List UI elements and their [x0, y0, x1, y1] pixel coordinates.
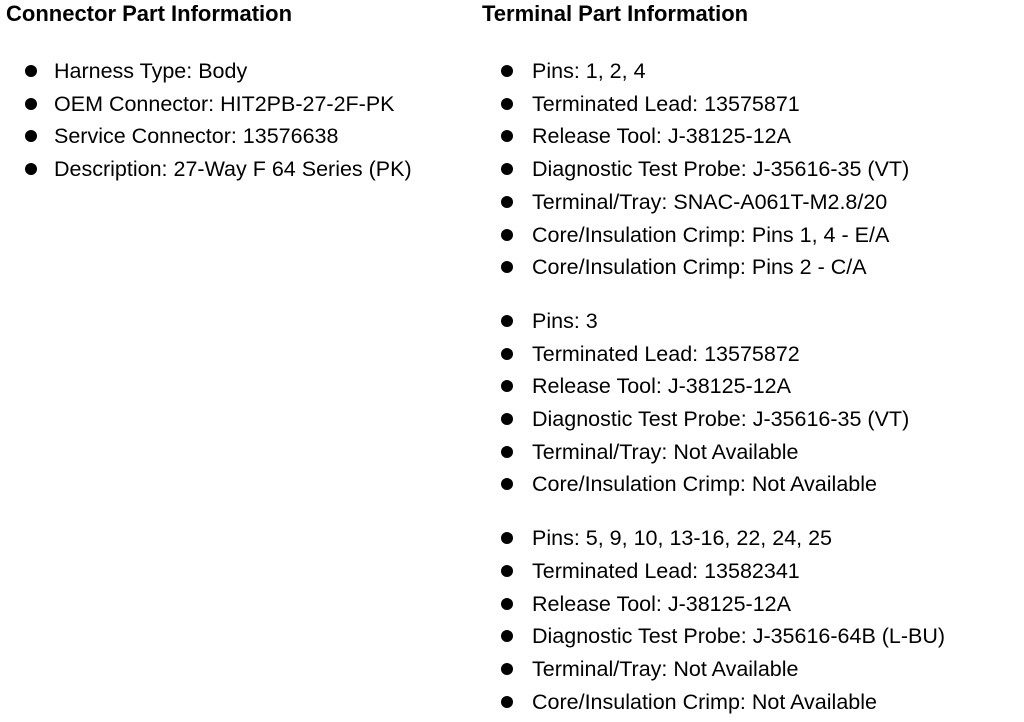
list-item — [482, 468, 1022, 501]
list-item — [482, 120, 1022, 153]
connector-heading: Connector Part Information — [6, 1, 293, 26]
list-item — [482, 338, 1022, 371]
bullet-icon — [25, 163, 37, 175]
connector-list — [6, 55, 476, 186]
bullet-icon — [501, 196, 513, 208]
bullet-icon — [501, 532, 513, 544]
bullet-icon — [501, 130, 513, 142]
connector-section — [6, 0, 476, 186]
bullet-icon — [501, 630, 513, 642]
list-item-text: Terminal/Tray: SNAC-A061T-M2.8/20 — [532, 189, 888, 214]
list-item-text: Description: 27-Way F 64 Series (PK) — [54, 157, 412, 182]
terminal-section — [482, 0, 1022, 718]
list-item — [6, 153, 476, 186]
bullet-icon — [501, 696, 513, 708]
bullet-icon — [501, 98, 513, 110]
terminal-group-1 — [482, 55, 1022, 284]
list-item-text: Core/Insulation Crimp: Not Available — [532, 689, 877, 714]
list-item — [6, 120, 476, 153]
list-item — [482, 620, 1022, 653]
list-item — [482, 522, 1022, 555]
list-item-text: Harness Type: Body — [54, 59, 248, 83]
bullet-icon — [501, 413, 513, 425]
list-item — [6, 88, 476, 121]
list-item-text: Release Tool: J-38125-12A — [532, 374, 791, 399]
list-item — [482, 251, 1022, 284]
bullet-icon — [501, 65, 513, 77]
list-item-text: Core/Insulation Crimp: Pins 1, 4 - E/A — [532, 222, 890, 247]
bullet-icon — [501, 565, 513, 577]
list-item-text: Pins: 1, 2, 4 — [532, 59, 646, 83]
list-item — [482, 153, 1022, 186]
list-item — [482, 186, 1022, 219]
list-item — [482, 653, 1022, 686]
list-item-text: Core/Insulation Crimp: Not Available — [532, 472, 877, 497]
bullet-icon — [501, 446, 513, 458]
bullet-icon — [25, 130, 37, 142]
list-item-text: Diagnostic Test Probe: J-35616-35 (VT) — [532, 157, 910, 182]
list-item-text: Terminal/Tray: Not Available — [532, 439, 799, 464]
bullet-icon — [501, 380, 513, 392]
list-item — [482, 686, 1022, 719]
bullet-icon — [501, 261, 513, 273]
list-item-text: Release Tool: J-38125-12A — [532, 124, 791, 149]
bullet-icon — [25, 98, 37, 110]
bullet-icon — [501, 348, 513, 360]
list-item-text: Terminated Lead: 13575872 — [532, 341, 800, 366]
bullet-icon — [25, 65, 37, 77]
list-item-text: Terminal/Tray: Not Available — [532, 656, 799, 681]
terminal-group-3 — [482, 522, 1022, 718]
bullet-icon — [501, 663, 513, 675]
list-item-text: Service Connector: 13576638 — [54, 124, 339, 149]
list-item-text: Diagnostic Test Probe: J-35616-64B (L-BU) — [532, 624, 946, 649]
list-item-text: Diagnostic Test Probe: J-35616-35 (VT) — [532, 407, 910, 432]
list-item — [482, 436, 1022, 469]
list-item-text: Core/Insulation Crimp: Pins 2 - C/A — [532, 255, 867, 280]
list-item — [482, 55, 1022, 88]
list-item — [482, 588, 1022, 621]
list-item — [482, 219, 1022, 252]
list-item — [482, 555, 1022, 588]
list-item — [482, 88, 1022, 121]
list-item-text: Terminated Lead: 13582341 — [532, 558, 800, 583]
terminal-group-2 — [482, 305, 1022, 501]
list-item-text: OEM Connector: HIT2PB-27-2F-PK — [54, 91, 395, 116]
bullet-icon — [501, 163, 513, 175]
bullet-icon — [501, 598, 513, 610]
list-item-text: Terminated Lead: 13575871 — [532, 91, 800, 116]
list-item-text: Pins: 3 — [532, 308, 598, 333]
bullet-icon — [501, 229, 513, 241]
list-item — [482, 370, 1022, 403]
bullet-icon — [501, 315, 513, 327]
list-item — [482, 403, 1022, 436]
bullet-icon — [501, 478, 513, 490]
list-item — [482, 305, 1022, 338]
list-item-text: Release Tool: J-38125-12A — [532, 591, 791, 616]
terminal-heading: Terminal Part Information — [482, 1, 749, 26]
list-item — [6, 55, 476, 88]
list-item-text: Pins: 5, 9, 10, 13-16, 22, 24, 25 — [532, 526, 833, 551]
